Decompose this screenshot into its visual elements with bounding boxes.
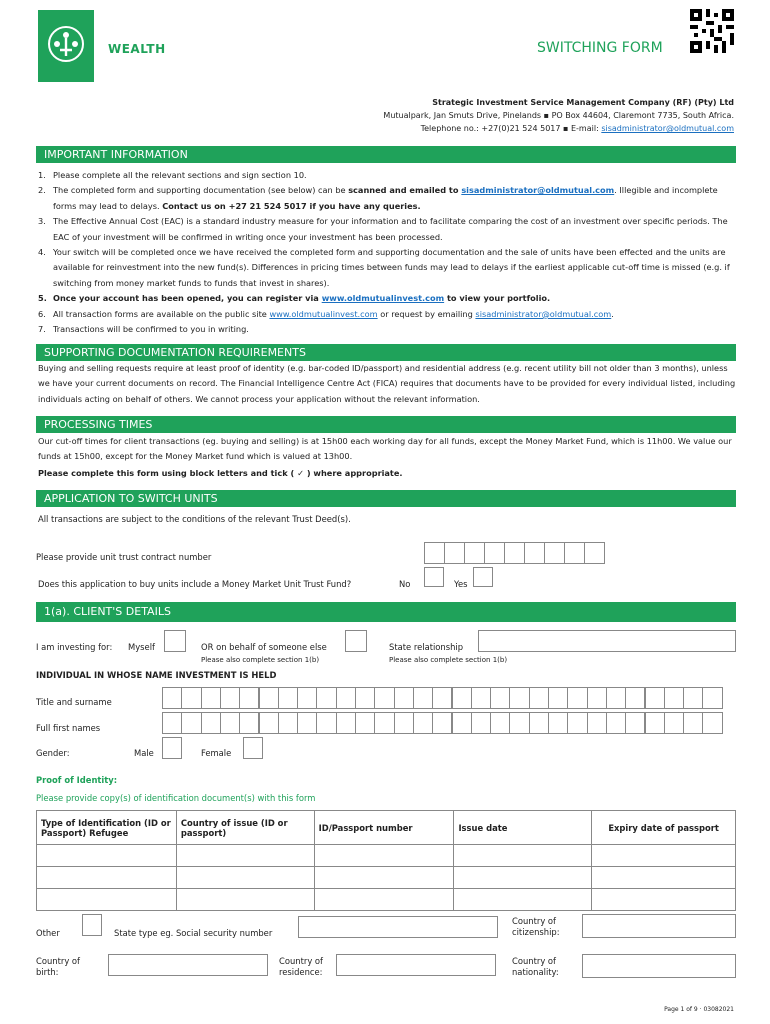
qr-code-icon — [690, 9, 734, 53]
character-box[interactable] — [606, 712, 626, 734]
character-box[interactable] — [702, 712, 722, 734]
character-box[interactable] — [490, 687, 510, 709]
character-box[interactable] — [220, 687, 240, 709]
character-box[interactable] — [201, 712, 221, 734]
character-box[interactable] — [278, 712, 298, 734]
table-cell[interactable] — [592, 867, 736, 889]
proof-of-identity-heading: Proof of Identity: — [36, 775, 118, 785]
on-behalf-note: Please also complete section 1(b) — [201, 656, 320, 664]
character-box[interactable] — [201, 687, 221, 709]
citizenship-field[interactable] — [582, 914, 736, 938]
character-box[interactable] — [239, 712, 259, 734]
birth-label: Country of birth: — [36, 956, 81, 977]
email-link[interactable]: sisadministrator@oldmutual.com — [475, 308, 612, 319]
character-box[interactable] — [702, 687, 722, 709]
myself-checkbox[interactable] — [164, 630, 186, 652]
character-box[interactable] — [529, 712, 549, 734]
website-link[interactable]: www.oldmutualinvest.com — [269, 308, 378, 319]
character-box[interactable] — [259, 687, 279, 709]
character-box[interactable] — [524, 542, 545, 564]
character-box[interactable] — [394, 712, 414, 734]
character-box[interactable] — [645, 712, 665, 734]
list-item: 3. The Effective Annual Cost (EAC) is a standard industry measure for your information and to facilitate comparing the cost of an investment over specific periods. The EAC of your investment will be confirmed in writing once your investment has been processed. — [38, 216, 728, 242]
table-row — [37, 867, 736, 889]
table-cell[interactable] — [454, 845, 592, 867]
character-box[interactable] — [509, 687, 529, 709]
male-label: Male — [134, 748, 154, 758]
money-market-question: Does this application to buy units include a Money Market Unit Trust Fund? — [38, 579, 352, 589]
table-cell[interactable] — [37, 845, 177, 867]
email-link[interactable]: sisadministrator@oldmutual.com — [461, 185, 615, 196]
other-label: Other — [36, 928, 60, 938]
state-type-label: State type eg. Social security number — [114, 928, 273, 938]
character-box[interactable] — [452, 687, 472, 709]
individual-heading: INDIVIDUAL IN WHOSE NAME INVESTMENT IS HELD — [36, 670, 277, 680]
character-box[interactable] — [336, 712, 356, 734]
character-box[interactable] — [355, 712, 375, 734]
character-box[interactable] — [567, 712, 587, 734]
table-cell[interactable] — [314, 845, 454, 867]
character-box[interactable] — [259, 712, 279, 734]
female-checkbox[interactable] — [243, 737, 263, 759]
character-box[interactable] — [625, 687, 645, 709]
table-cell[interactable] — [176, 845, 314, 867]
processing-times-header: PROCESSING TIMES — [36, 416, 736, 433]
list-item: 5. Once your account has been opened, you can register via www.oldmutualinvest.com to view your portfolio. — [38, 293, 551, 304]
column-header: Country of issue (ID or passport) — [176, 811, 314, 845]
no-label: No — [399, 579, 411, 589]
nationality-field[interactable] — [582, 954, 736, 978]
block-letters-instruction: Please complete this form using block letters and tick ( ✓ ) where appropriate. — [38, 468, 403, 478]
character-box[interactable] — [683, 712, 703, 734]
character-box[interactable] — [625, 712, 645, 734]
character-box[interactable] — [162, 687, 182, 709]
processing-times-text: Our cut-off times for client transactions (eg. buying and selling) is at 15h00 each working day for all funds, except the Money Market Fund, which is 11h00. We value our funds at 15h00, except for the Money Market fund which is valued at 13h00. — [38, 436, 732, 462]
character-box[interactable] — [297, 712, 317, 734]
supporting-docs-header: SUPPORTING DOCUMENTATION REQUIREMENTS — [36, 344, 736, 361]
table-cell[interactable] — [314, 867, 454, 889]
character-box[interactable] — [181, 712, 201, 734]
yes-label: Yes — [454, 579, 468, 589]
character-box[interactable] — [564, 542, 585, 564]
character-box[interactable] — [413, 712, 433, 734]
on-behalf-checkbox[interactable] — [345, 630, 367, 652]
contract-number-label: Please provide unit trust contract number — [36, 552, 212, 562]
table-row — [37, 889, 736, 911]
character-box[interactable] — [683, 687, 703, 709]
gender-label: Gender: — [36, 748, 70, 758]
column-header: Expiry date of passport — [592, 811, 736, 845]
character-box[interactable] — [297, 687, 317, 709]
character-box[interactable] — [464, 542, 485, 564]
state-relationship-label: State relationship — [389, 642, 464, 652]
character-box[interactable] — [374, 712, 394, 734]
table-cell[interactable] — [592, 845, 736, 867]
character-box[interactable] — [587, 712, 607, 734]
company-address: Mutualpark, Jan Smuts Drive, Pinelands ▪ PO Box 44604, Claremont 7735, South Africa. — [383, 111, 734, 120]
table-cell[interactable] — [176, 889, 314, 911]
proof-of-identity-note: Please provide copy(s) of identification document(s) with this form — [36, 793, 316, 803]
page-footer: Page 1 of 9 · 03082021 — [664, 1006, 734, 1013]
list-item: 1. Please complete all the relevant sections and sign section 10. — [38, 170, 307, 180]
nationality-label: Country of nationality: — [512, 956, 559, 977]
male-checkbox[interactable] — [162, 737, 182, 759]
first-names-label: Full first names — [36, 723, 101, 733]
citizenship-label: Country of citizenship: — [512, 916, 560, 937]
character-box[interactable] — [504, 542, 525, 564]
yes-checkbox[interactable] — [473, 567, 493, 587]
website-link[interactable]: www.oldmutualinvest.com — [321, 293, 445, 304]
character-box[interactable] — [548, 712, 568, 734]
table-cell[interactable] — [314, 889, 454, 911]
list-item: 4. Your switch will be completed once we have received the completed form and supporting documentation and the sale of units have been effected and the units are available for reinvestment into the new fund(s). Differences in pricing times between funds may lead to delays if the earliest applicable cut-off time is missed (e.g. if switching from money market funds to funds that invest in shares). — [38, 247, 730, 288]
state-type-field[interactable] — [298, 916, 498, 938]
character-box[interactable] — [220, 712, 240, 734]
birth-field[interactable] — [108, 954, 268, 976]
list-item: 2. The completed form and supporting documentation (see below) can be scanned and emailed to sisadministrator@oldmutual.com. Illegible and incomplete forms may lead to delays. Contact us on +27 21 524 5017 if you have any queries. — [38, 185, 718, 211]
character-box[interactable] — [567, 687, 587, 709]
on-behalf-label: OR on behalf of someone else — [201, 642, 327, 652]
character-box[interactable] — [452, 712, 472, 734]
list-item: 7. Transactions will be confirmed to you in writing. — [38, 324, 249, 335]
character-box[interactable] — [584, 542, 605, 564]
investing-for-label: I am investing for: — [36, 642, 113, 652]
list-item: 6. All transaction forms are available on the public site www.oldmutualinvest.com or request by emailing sisadministrator@oldmutual.com. — [38, 308, 614, 319]
character-box[interactable] — [316, 712, 336, 734]
character-box[interactable] — [394, 687, 414, 709]
table-cell[interactable] — [454, 889, 592, 911]
other-checkbox[interactable] — [82, 914, 102, 936]
table-cell[interactable] — [37, 867, 177, 889]
character-box[interactable] — [544, 542, 565, 564]
character-box[interactable] — [471, 687, 491, 709]
form-title: SWITCHING FORM — [537, 40, 663, 56]
character-box[interactable] — [529, 687, 549, 709]
character-box[interactable] — [374, 687, 394, 709]
character-box[interactable] — [606, 687, 626, 709]
table-cell[interactable] — [37, 889, 177, 911]
supporting-docs-text: Buying and selling requests require at least proof of identity (e.g. bar-coded ID/passport) and residential address (e.g. recent utility bill not older than 3 months), unless we have your current documents on record. The Financial Intelligence Centre Act (FICA) requires that documents have to be provided for every individual listed, including individuals acting on behalf of others. We cannot process your application without the relevant information. — [38, 363, 736, 404]
character-box[interactable] — [509, 712, 529, 734]
no-checkbox[interactable] — [424, 567, 444, 587]
character-box[interactable] — [239, 687, 259, 709]
client-details-header: 1(a). CLIENT'S DETAILS — [36, 602, 736, 622]
character-box[interactable] — [490, 712, 510, 734]
character-box[interactable] — [645, 687, 665, 709]
character-box[interactable] — [471, 712, 491, 734]
brand-label: WEALTH — [108, 42, 166, 56]
character-box[interactable] — [181, 687, 201, 709]
column-header: Type of Identification (ID or Passport) Refugee — [37, 811, 177, 845]
application-header: APPLICATION TO SWITCH UNITS — [36, 490, 736, 507]
character-box[interactable] — [432, 712, 452, 734]
table-cell[interactable] — [592, 889, 736, 911]
table-row — [37, 845, 736, 867]
character-box[interactable] — [664, 712, 684, 734]
email-link[interactable]: sisadministrator@oldmutual.com — [601, 124, 734, 133]
character-box[interactable] — [587, 687, 607, 709]
table-cell[interactable] — [176, 867, 314, 889]
old-mutual-logo — [38, 10, 94, 82]
character-box[interactable] — [424, 542, 445, 564]
table-header-row — [37, 811, 736, 845]
character-box[interactable] — [444, 542, 465, 564]
title-surname-label: Title and surname — [36, 697, 112, 707]
female-label: Female — [201, 748, 232, 758]
character-box[interactable] — [316, 687, 336, 709]
character-box[interactable] — [355, 687, 375, 709]
company-contact — [383, 122, 734, 135]
identity-documents-table — [36, 810, 736, 911]
character-box[interactable] — [278, 687, 298, 709]
character-box[interactable] — [484, 542, 505, 564]
character-box[interactable] — [336, 687, 356, 709]
residence-label: Country of residence: — [279, 956, 324, 977]
column-header: Issue date — [454, 811, 592, 845]
character-box[interactable] — [548, 687, 568, 709]
column-header: ID/Passport number — [314, 811, 454, 845]
state-relationship-note: Please also complete section 1(b) — [389, 656, 508, 664]
company-name: Strategic Investment Service Management Company (RF) (Pty) Ltd — [432, 98, 734, 107]
important-information-header: IMPORTANT INFORMATION — [36, 146, 736, 163]
character-box[interactable] — [432, 687, 452, 709]
residence-field[interactable] — [336, 954, 496, 976]
table-cell[interactable] — [454, 867, 592, 889]
telephone: Telephone no.: +27(0)21 524 5017 ▪ E-mail: — [420, 124, 599, 133]
state-relationship-field[interactable] — [478, 630, 736, 652]
character-box[interactable] — [664, 687, 684, 709]
myself-label: Myself — [128, 642, 155, 652]
character-box[interactable] — [162, 712, 182, 734]
important-information-list — [38, 168, 738, 337]
trust-deed-note: All transactions are subject to the conditions of the relevant Trust Deed(s). — [38, 514, 351, 524]
character-box[interactable] — [413, 687, 433, 709]
company-details — [383, 96, 734, 135]
